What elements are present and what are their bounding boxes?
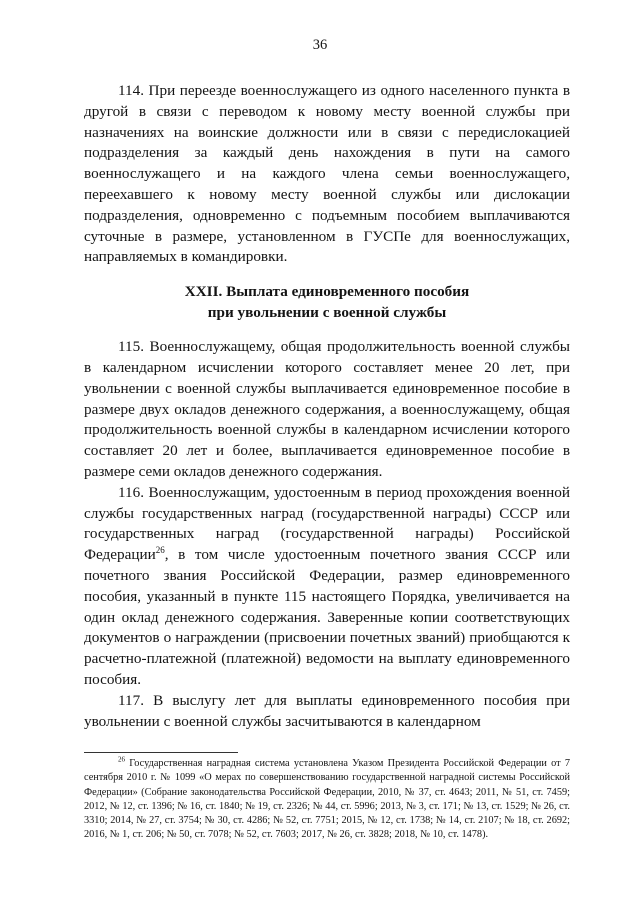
paragraph-116-part-2: , в том числе удостоенным почетного звания СССР или почетного звания Российской Федерации, размер единовременного пособия, указанный в пункте 115 настоящего Порядка, увеличивается на один оклад денежного содержания. Заверенные копии соответствующих документов о награждении (присвоении почетных званий) приобщаются к расчетно-платежной (платежной) ведомости на выплату единовременного пособия. [84,546,570,688]
footnote-marker: 26 [118,755,125,764]
footnote-text: Государственная наградная система установлена Указом Президента Российской Федерации от 7 сентября 2010 г. № 1099 «О мерах по совершенствованию государственной наградной системы Российской Федерации» (Собрание законодательства Российской Федерации, 2010, № 37, ст. 4643; 2011, № 51, ст. 7459; 2012, № 12, ст. 1396; № 16, ст. 1840; № 19, ст. 2326; № 44, ст. 5996; 2013, № 3, ст. 171; № 13, ст. 1529; № 26, ст. 3310; 2014, № 27, ст. 3754; № 30, ст. 4286; № 52, ст. 7751; 2015, № 12, ст. 1738; № 14, ст. 2107; № 18, ст. 2692; 2016, № 1, ст. 206; № 50, ст. 7078; № 52, ст. 7603; 2017, № 26, ст. 3828; 2018, № 10, ст. 1478). [84,758,570,841]
paragraph-116 [84,483,570,691]
footnote-separator [84,752,238,753]
footnote-reference-26: 26 [155,545,165,556]
paragraph-114: 114. При переезде военнослужащего из одного населенного пункта в другой в связи с переводом к новому месту военной службы при назначениях на воинские должности или в связи с передислокацией подразделения за каждый день нахождения в пути на самого военнослужащего и на каждого члена семьи военнослужащего, переехавшего к новому месту военной службы или дислокации подразделения, одновременно с подъемным пособием выплачиваются суточные в размере, установленном в ГУСПе для военнослужащих, направляемых в командировки. [84,82,570,266]
page-number: 36 [312,37,328,53]
section-heading-line-2: при увольнении с военной службы [207,303,447,321]
footnote-26 [84,757,570,843]
section-heading [84,268,570,337]
footnote-paragraph [84,757,570,843]
paragraph-116-part-1: 116. Военнослужащим, удостоенным в период прохождения военной службы государственных наград (государственной награды) СССР или государственных наград (государственной награды) Российской Федерации [84,483,570,564]
section-heading-line-1: XXII. Выплата единовременного пособия [184,283,470,301]
document-body [84,81,570,732]
paragraph-115: 115. Военнослужащему, общая продолжительность военной службы в календарном исчислении которого составляет менее 20 лет, при увольнении с военной службы выплачивается единовременное пособие в размере двух окладов денежного содержания, а военнослужащему, общая продолжительность военной службы в календарном исчислении которого составляет 20 лет и более, выплачивается единовременное пособие в размере семи окладов денежного содержания. [84,338,570,480]
paragraph-117: 117. В выслугу лет для выплаты единовременного пособия при увольнении с военной службы засчитываются в календарном [84,691,570,730]
